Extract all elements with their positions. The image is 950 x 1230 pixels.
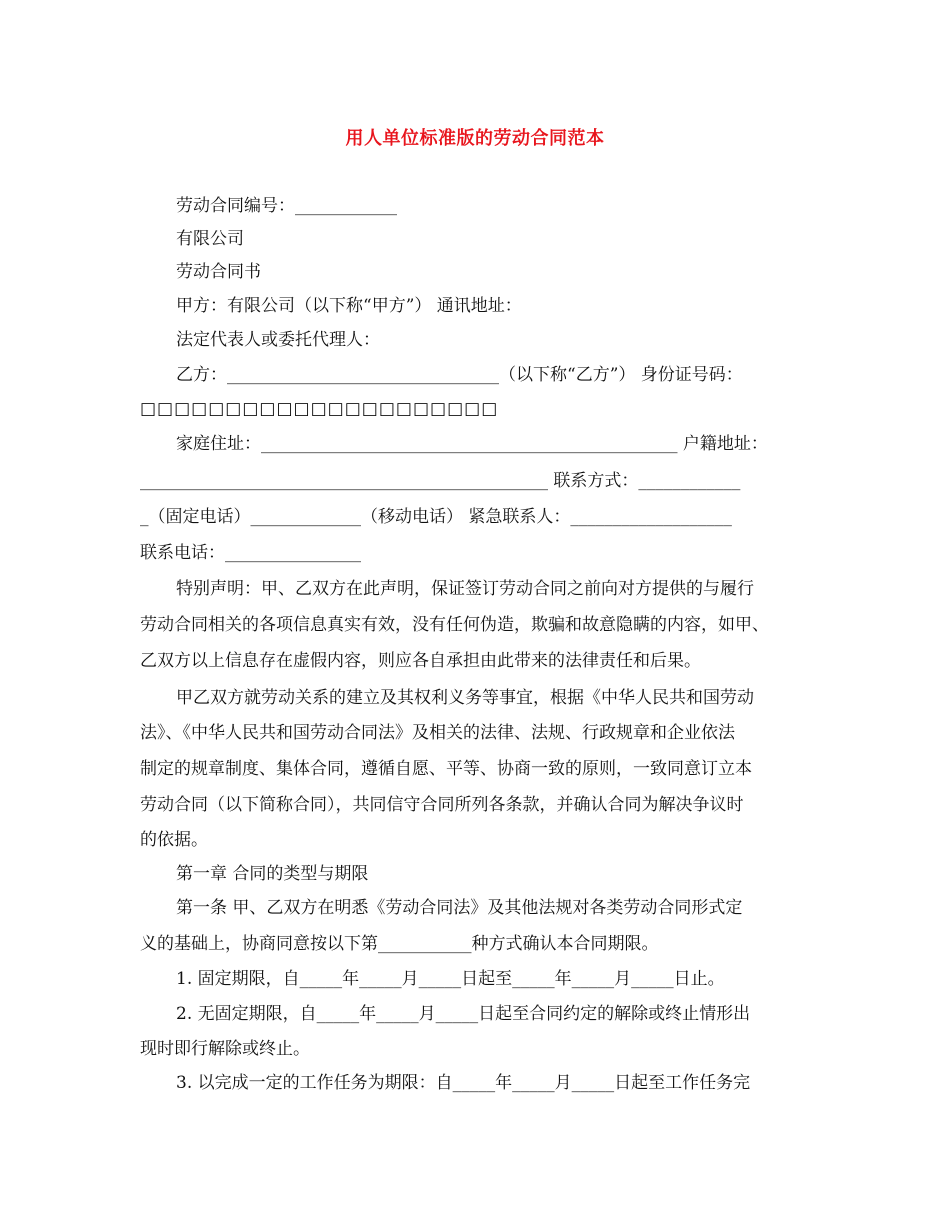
option-1-line: 1. 固定期限，自_____年_____月_____日起至_____年_____月_____日止。 bbox=[176, 969, 725, 989]
company-line: 有限公司 bbox=[176, 229, 244, 249]
basis-paragraph-line-1: 甲乙双方就劳动关系的建立及其权利义务等事宜，根据《中华人民共和国劳动 bbox=[176, 688, 754, 708]
phone-line: _（固定电话）_____________（移动电话） 紧急联系人：___________________ bbox=[140, 507, 732, 527]
basis-paragraph-line-4: 劳动合同（以下简称合同），共同信守合同所列各条款，并确认合同为解决争议时 bbox=[140, 795, 744, 815]
declaration-paragraph-line-1: 特别声明：甲、乙双方在此声明，保证签订劳动合同之前向对方提供的与履行 bbox=[176, 579, 754, 599]
party-a-line: 甲方：有限公司（以下称“甲方”） 通讯地址： bbox=[176, 296, 522, 316]
chapter-1-heading: 第一章 合同的类型与期限 bbox=[176, 864, 369, 884]
contact-phone-line: 联系电话：________________ bbox=[140, 543, 361, 563]
declaration-paragraph-line-3: 乙双方以上信息存在虚假内容，则应各自承担由此带来的法律责任和后果。 bbox=[140, 651, 701, 671]
article-1-line-1: 第一条 甲、乙双方在明悉《劳动合同法》及其他法规对各类劳动合同形式定 bbox=[176, 898, 743, 918]
basis-paragraph-line-5: 的依据。 bbox=[140, 830, 208, 850]
declaration-paragraph-line-2: 劳动合同相关的各项信息真实有效，没有任何伪造，欺骗和故意隐瞒的内容，如甲、 bbox=[140, 615, 769, 635]
id-number-boxes: □□□□□□□□□□□□□□□□□□□□□ bbox=[140, 399, 499, 419]
contract-number-line: 劳动合同编号：____________ bbox=[176, 196, 397, 216]
document-title: 用人单位标准版的劳动合同范本 bbox=[345, 128, 605, 149]
legal-representative-line: 法定代表人或委托代理人： bbox=[176, 330, 380, 350]
home-address-line: 家庭住址：_________________________________________________ 户籍地址： bbox=[176, 434, 768, 454]
contact-line: ________________________________________________ 联系方式：____________ bbox=[140, 471, 741, 491]
option-2-line-1: 2. 无固定期限，自_____年_____月_____日起至合同约定的解除或终止情形出 bbox=[176, 1004, 751, 1024]
option-2-line-2: 现时即行解除或终止。 bbox=[140, 1039, 310, 1059]
basis-paragraph-line-2: 法》、《中华人民共和国劳动合同法》及相关的法律、法规、行政规章和企业依法 bbox=[140, 723, 735, 743]
article-1-line-2: 义的基础上，协商同意按以下第___________种方式确认本合同期限。 bbox=[140, 934, 659, 954]
option-3-line-1: 3. 以完成一定的工作任务为期限：自_____年_____月_____日起至工作任务完 bbox=[176, 1073, 751, 1093]
contract-book-line: 劳动合同书 bbox=[176, 262, 261, 282]
basis-paragraph-line-3: 制定的规章制度、集体合同，遵循自愿、平等、协商一致的原则，一致同意订立本 bbox=[140, 759, 752, 779]
party-b-line: 乙方：________________________________（以下称“乙方”） 身份证号码： bbox=[176, 365, 743, 385]
